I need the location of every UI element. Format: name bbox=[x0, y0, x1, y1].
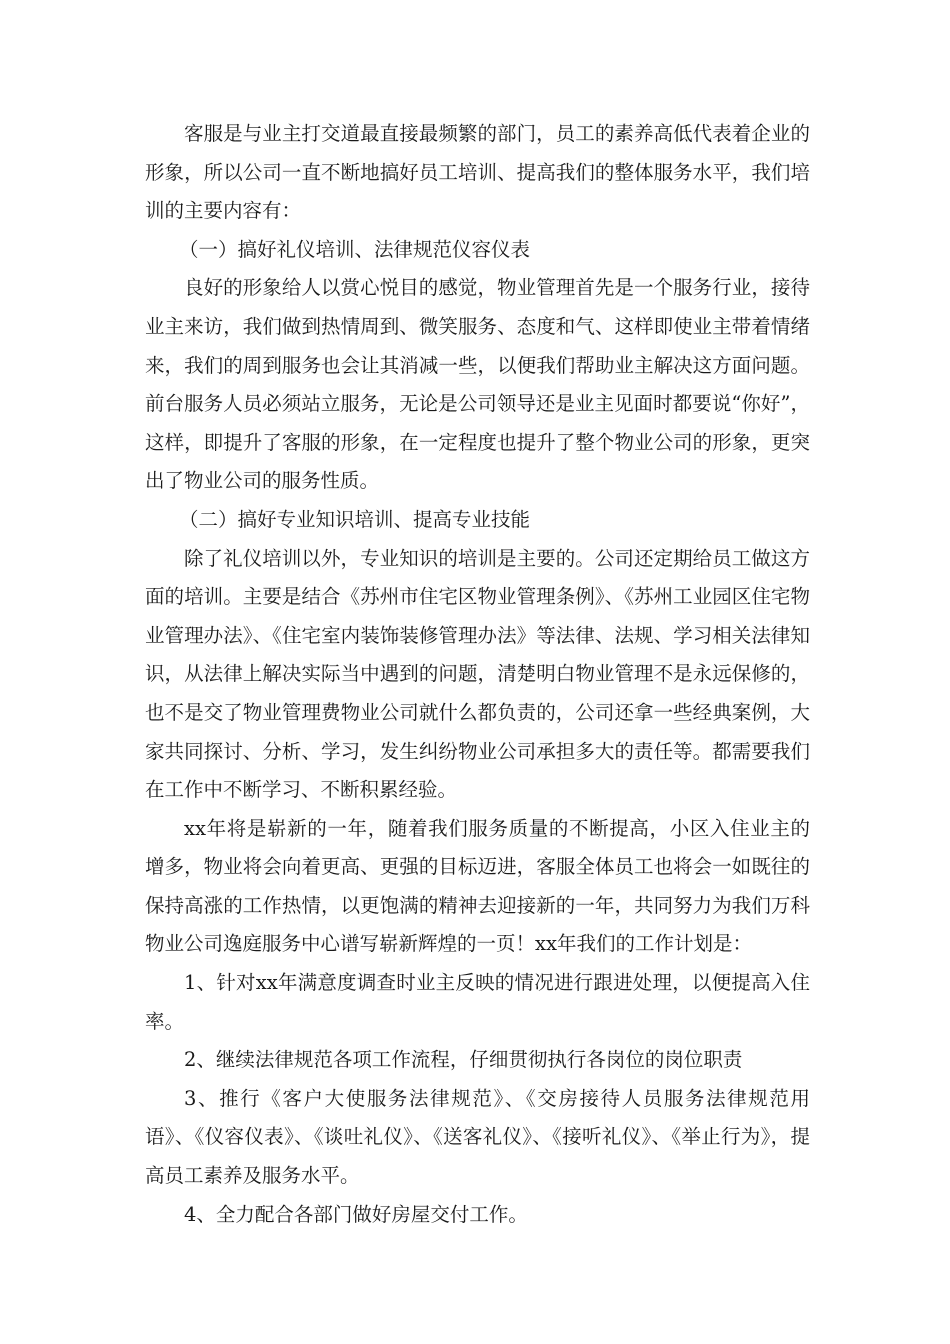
plan-item-3: 3、推行《客户大使服务法律规范》、《交房接待人员服务法律规范用语》、《仪容仪表》、《谈吐礼仪》、《送客礼仪》、《接听礼仪》、《举止行为》，提高员工素养及服务水平。 bbox=[145, 1086, 810, 1188]
section-heading-etiquette: （一）搞好礼仪培训、法律规范仪容仪表 bbox=[179, 237, 531, 261]
section-heading-professional: （二）搞好专业知识培训、提高专业技能 bbox=[179, 507, 531, 531]
paragraph-intro: 客服是与业主打交道最直接最频繁的部门，员工的素养高低代表着企业的形象，所以公司一直不断地搞好员工培训、提高我们的整体服务水平，我们培训的主要内容有： bbox=[145, 122, 810, 223]
paragraph-outlook: xx年将是崭新的一年，随着我们服务质量的不断提高，小区入住业主的增多，物业将会向着更高、更强的目标迈进，客服全体员工也将会一如既往的保持高涨的工作热情，以更饱满的精神去迎接新的一年，共同努力为我们万科物业公司逸庭服务中心谱写崭新辉煌的一页！xx年我们的工作计划是： bbox=[145, 816, 810, 956]
plan-item-2: 2、继续法律规范各项工作流程，仔细贯彻执行各岗位的岗位职责 bbox=[184, 1048, 743, 1072]
plan-item-4: 4、全力配合各部门做好房屋交付工作。 bbox=[184, 1202, 528, 1226]
document-body bbox=[145, 115, 810, 1234]
paragraph-etiquette: 良好的形象给人以赏心悦目的感觉，物业管理首先是一个服务行业，接待业主来访，我们做到热情周到、微笑服务、态度和气、这样即使业主带着情绪来，我们的周到服务也会让其消减一些，以便我们帮助业主解决这方面问题。前台服务人员必须站立服务，无论是公司领导还是业主见面时都要说“你好”，这样，即提升了客服的形象，在一定程度也提升了整个物业公司的形象，更突出了物业公司的服务性质。 bbox=[145, 276, 810, 493]
plan-item-1: 1、针对xx年满意度调查时业主反映的情况进行跟进处理，以便提高入住率。 bbox=[145, 971, 810, 1033]
paragraph-professional: 除了礼仪培训以外，专业知识的培训是主要的。公司还定期给员工做这方面的培训。主要是结合《苏州市住宅区物业管理条例》、《苏州工业园区住宅物业管理办法》、《住宅室内装饰装修管理办法》等法律、法规、学习相关法律知识，从法律上解决实际当中遇到的问题，清楚明白物业管理不是永远保修的，也不是交了物业管理费物业公司就什么都负责的，公司还拿一些经典案例，大家共同探讨、分析、学习，发生纠纷物业公司承担多大的责任等。都需要我们在工作中不断学习、不断积累经验。 bbox=[145, 546, 810, 802]
